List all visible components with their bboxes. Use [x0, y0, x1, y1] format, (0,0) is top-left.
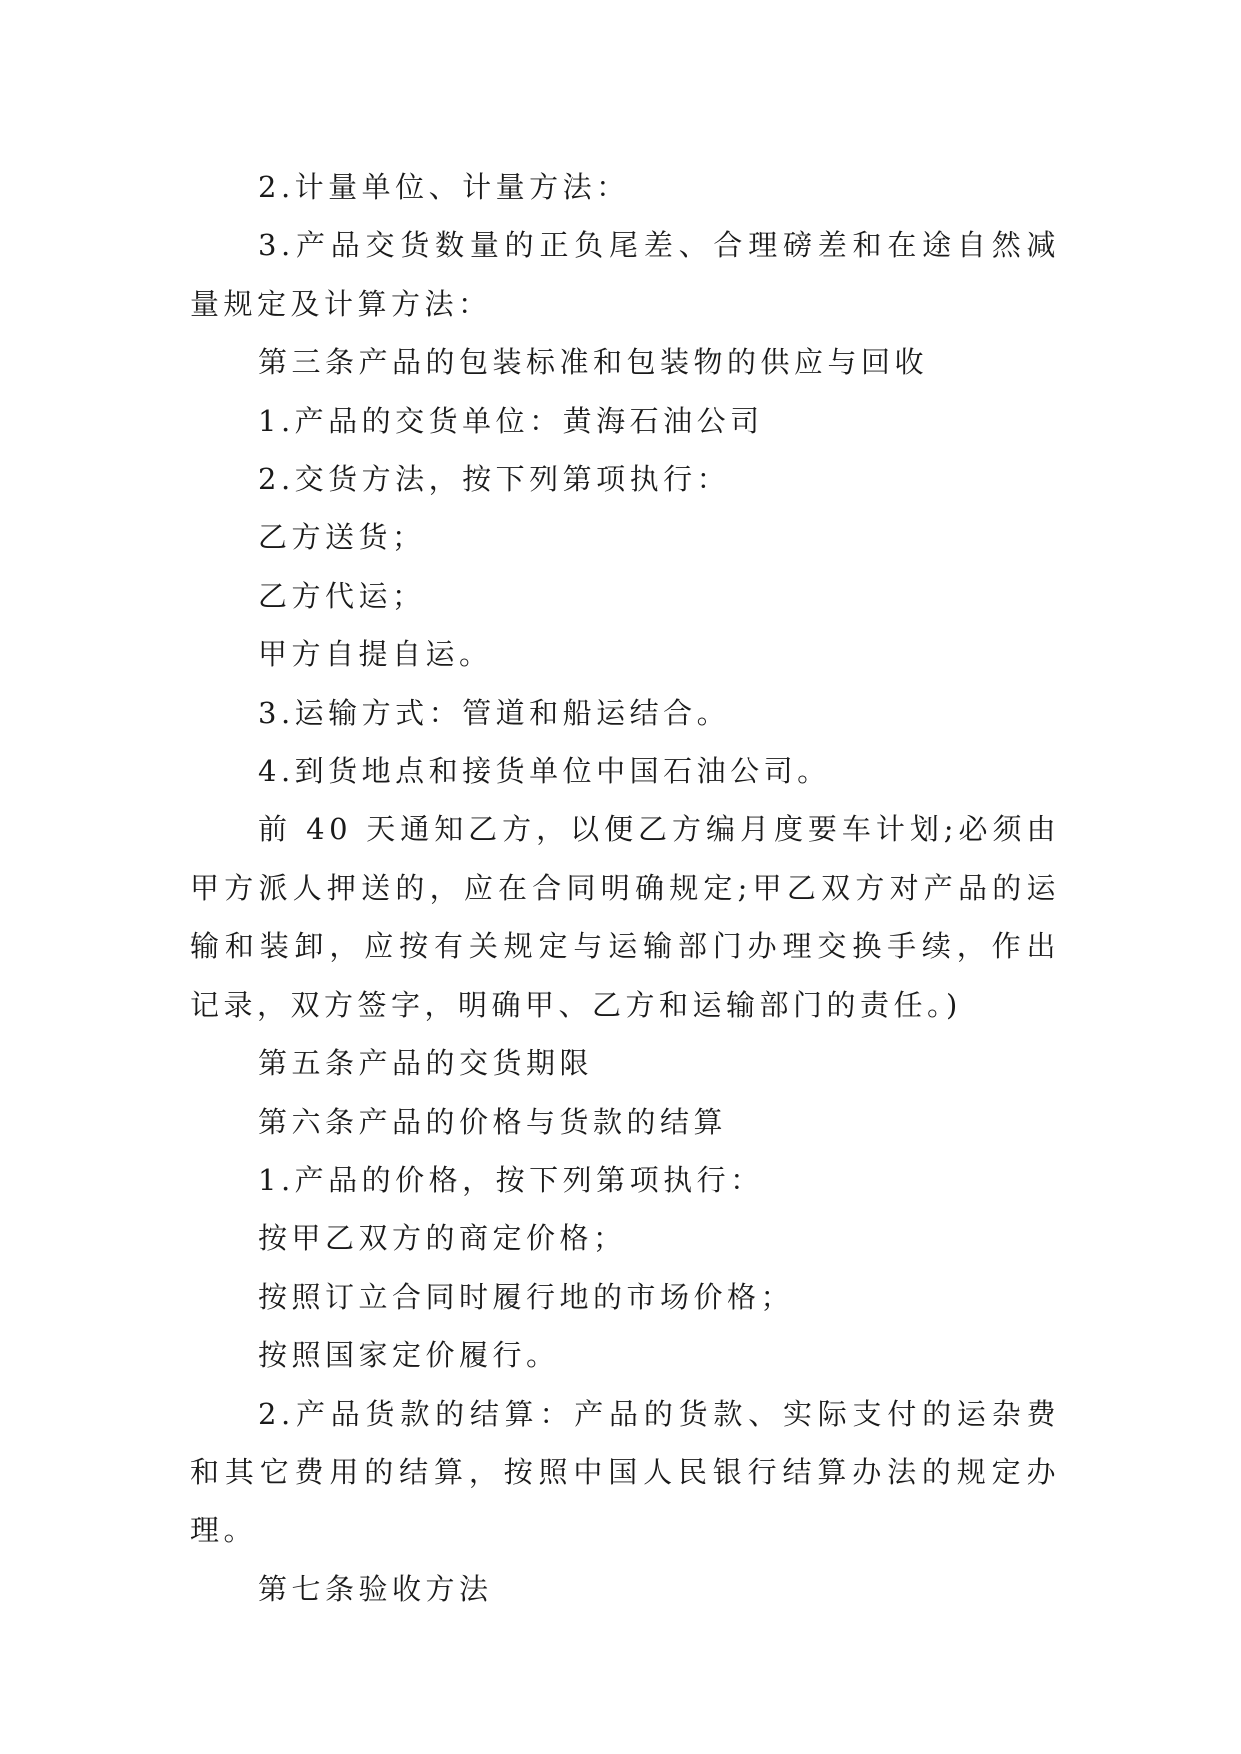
paragraph: 4.到货地点和接货单位中国石油公司。	[258, 754, 831, 789]
paragraph: 甲方自提自运。	[258, 637, 493, 672]
paragraph: 第六条产品的价格与货款的结算	[258, 1104, 728, 1139]
paragraph: 第三条产品的包装标准和包装物的供应与回收	[258, 345, 929, 380]
paragraph: 乙方送货；	[258, 520, 426, 555]
paragraph: 3.产品交货数量的正负尾差、合理磅差和在途自然减量规定及计算方法：	[190, 228, 1060, 321]
paragraph: 3.运输方式：管道和船运结合。	[258, 695, 731, 730]
paragraph: 乙方代运；	[258, 578, 426, 613]
paragraph: 第七条验收方法	[258, 1571, 493, 1606]
paragraph: 前 40 天通知乙方，以便乙方编月度要车计划;必须由甲方派人押送的，应在合同明确规定;甲乙双方对产品的运输和装卸，应按有关规定与运输部门办理交换手续，作出记录，双方签字，明确甲、乙方和运输部门的责任。)	[190, 812, 1060, 1022]
paragraph: 2.计量单位、计量方法：	[258, 170, 630, 204]
paragraph: 按照订立合同时履行地的市场价格；	[258, 1279, 795, 1314]
document-body	[190, 158, 1060, 1618]
paragraph: 2.交货方法，按下列第项执行：	[258, 462, 731, 497]
paragraph: 按甲乙双方的商定价格；	[258, 1221, 627, 1256]
paragraph: 1.产品的价格，按下列第项执行：	[258, 1162, 764, 1197]
paragraph: 第五条产品的交货期限	[258, 1046, 594, 1081]
paragraph: 按照国家定价履行。	[258, 1338, 560, 1373]
paragraph: 1.产品的交货单位：黄海石油公司	[258, 403, 764, 438]
paragraph: 2.产品货款的结算：产品的货款、实际支付的运杂费和其它费用的结算，按照中国人民银行结算办法的规定办理。	[190, 1396, 1060, 1548]
